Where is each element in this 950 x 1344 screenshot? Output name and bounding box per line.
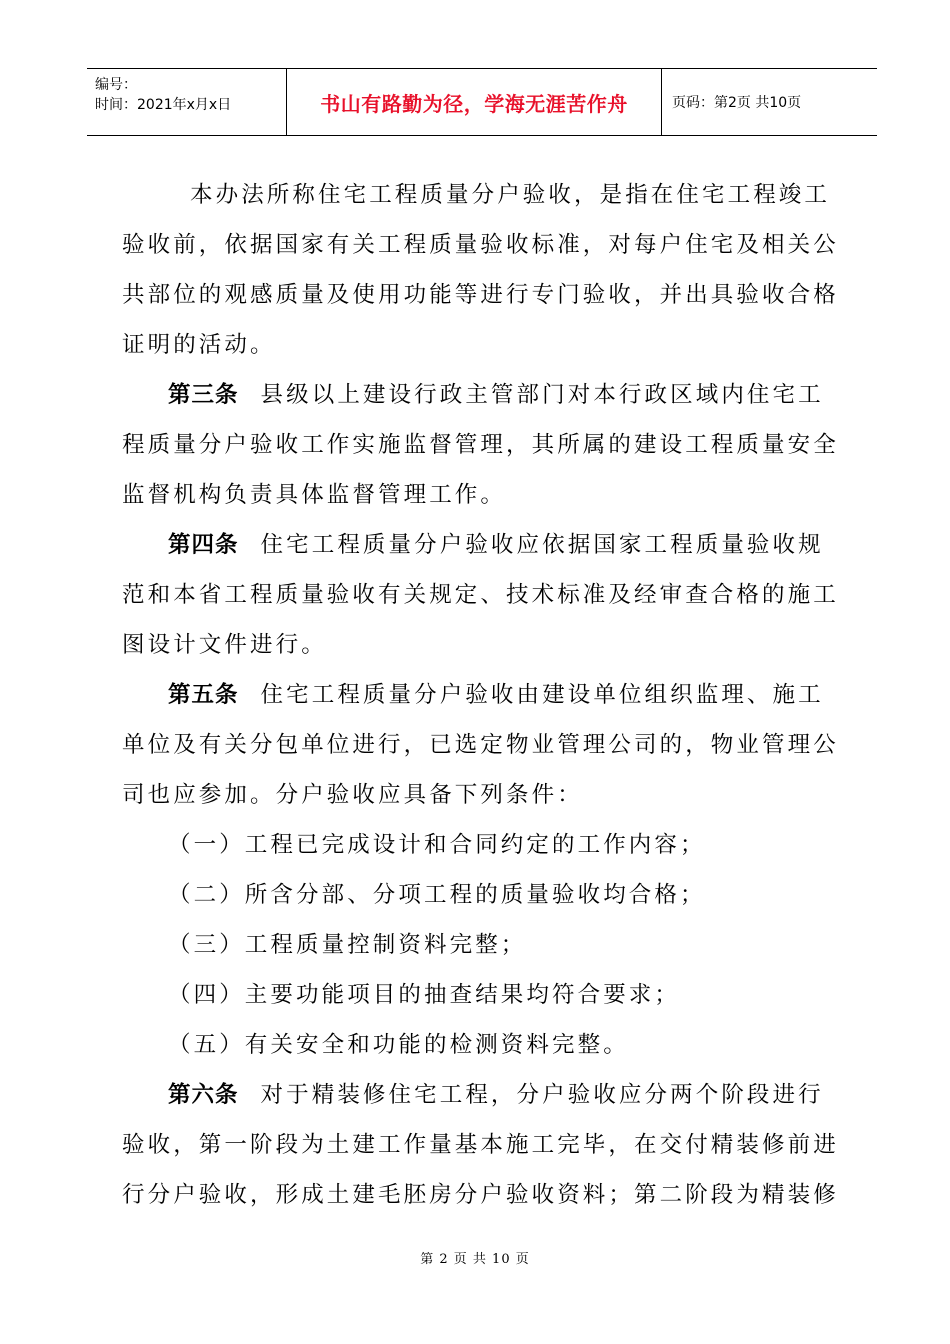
time-label: 时间：2021年x月x日 bbox=[95, 97, 232, 113]
text-line bbox=[168, 370, 848, 420]
text-line: （一）工程已完成设计和合同约定的工作内容； bbox=[168, 832, 706, 858]
text-line: （四）主要功能项目的抽查结果均符合要求； bbox=[168, 982, 681, 1008]
list-item-condition-2 bbox=[168, 870, 848, 920]
document-body bbox=[122, 170, 848, 1220]
text-line: （三）工程质量控制资料完整； bbox=[168, 932, 527, 958]
text-line: 监督机构负责具体监督管理工作。 bbox=[122, 482, 507, 508]
text-span: 对于精装修住宅工程，分户验收应分两个阶段进行 bbox=[260, 1082, 824, 1108]
header-motto: 书山有路勤为径，学海无涯苦作舟 bbox=[287, 69, 662, 135]
text-line: （二）所含分部、分项工程的质量验收均合格； bbox=[168, 882, 706, 908]
header-page-info: 页码：第2页 共10页 bbox=[672, 95, 802, 111]
paragraph-article-5 bbox=[122, 670, 848, 820]
text-line: 程质量分户验收工作实施监督管理，其所属的建设工程质量安全 bbox=[122, 432, 839, 458]
paragraph-article-6 bbox=[122, 1070, 848, 1220]
text-line bbox=[168, 1070, 848, 1120]
page-header bbox=[87, 68, 877, 136]
list-item-condition-4 bbox=[168, 970, 848, 1020]
text-span: 住宅工程质量分户验收由建设单位组织监理、施工 bbox=[260, 682, 824, 708]
text-line: 行分户验收，形成土建毛胚房分户验收资料；第二阶段为精装修 bbox=[122, 1182, 839, 1208]
text-span: 县级以上建设行政主管部门对本行政区域内住宅工 bbox=[260, 382, 824, 408]
text-line: 验收，第一阶段为土建工作量基本施工完毕，在交付精装修前进 bbox=[122, 1132, 839, 1158]
article-heading: 第三条 bbox=[168, 382, 239, 408]
text-line: 本办法所称住宅工程质量分户验收，是指在住宅工程竣工 bbox=[190, 182, 831, 208]
text-line: 司也应参加。分户验收应具备下列条件： bbox=[122, 782, 583, 808]
text-line: （五）有关安全和功能的检测资料完整。 bbox=[168, 1032, 629, 1058]
page-footer: 第 2 页 共 10 页 bbox=[420, 1252, 530, 1267]
list-item-condition-5 bbox=[168, 1020, 848, 1070]
number-label: 编号： bbox=[95, 77, 137, 93]
list-item-condition-3 bbox=[168, 920, 848, 970]
article-heading: 第四条 bbox=[168, 532, 239, 558]
header-meta bbox=[87, 69, 287, 135]
text-line bbox=[168, 670, 848, 720]
list-item-condition-1 bbox=[168, 820, 848, 870]
text-line: 图设计文件进行。 bbox=[122, 632, 327, 658]
text-line: 范和本省工程质量验收有关规定、技术标准及经审查合格的施工 bbox=[122, 582, 839, 608]
text-line bbox=[168, 520, 848, 570]
article-heading: 第五条 bbox=[168, 682, 239, 708]
paragraph-definition bbox=[122, 170, 848, 370]
text-line: 共部位的观感质量及使用功能等进行专门验收，并出具验收合格 bbox=[122, 282, 839, 308]
text-line: 单位及有关分包单位进行，已选定物业管理公司的，物业管理公 bbox=[122, 732, 839, 758]
paragraph-article-4 bbox=[122, 520, 848, 670]
text-line: 证明的活动。 bbox=[122, 332, 276, 358]
paragraph-article-3 bbox=[122, 370, 848, 520]
text-line: 验收前，依据国家有关工程质量验收标准，对每户住宅及相关公 bbox=[122, 232, 839, 258]
article-heading: 第六条 bbox=[168, 1082, 239, 1108]
text-span: 住宅工程质量分户验收应依据国家工程质量验收规 bbox=[260, 532, 824, 558]
